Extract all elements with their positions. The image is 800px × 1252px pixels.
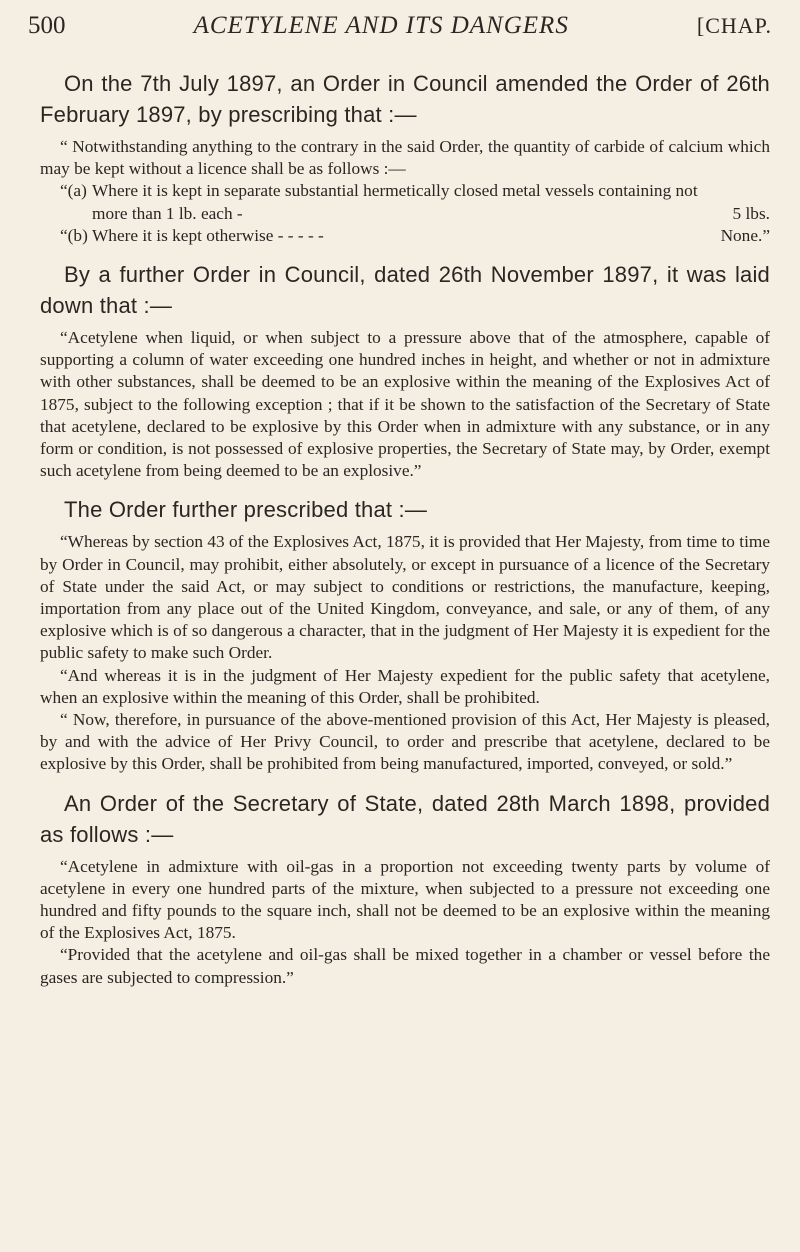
running-header [28,12,772,52]
quote-acetylene-explosive: “Acetylene when liquid, or when subject to a pressure above that of the atmosphere, capable of supporting a column of water exceeding one hundred inches in height, and whether or not in admixture with other substances, shall be deemed to be an explosive within the meaning of the Explosives Act of 1875, subject to the following exception ; that if it be shown to the satisfaction of the Secretary of State that acetylene, declared to be explosive by this Order when in admixture with any substance, or in any form or condition, is not possessed of explosive properties, the Secretary of State may, by Order, exempt such acetylene from being deemed to be an explosive.” [40,328,770,481]
quote-carbide-licence: “ Notwithstanding anything to the contrary in the said Order, the quantity of carbide of calcium which may be kept without a licence shall be as follows :— [40,137,770,179]
quote-now-therefore: “ Now, therefore, in pursuance of the above-mentioned provision of this Act, Her Majesty is pleased, by and with the advice of Her Privy Council, to order and prescribe that acetylene, declared to be explosive by this Order, shall be prohibited from being manufactured, imported, conveyed, or sold.” [40,710,770,774]
quote-provided-mixed: “Provided that the acetylene and oil-gas shall be mixed together in a chamber or vessel before the gases are subjected to compression.” [40,945,770,987]
quote-whereas-section-43: “Whereas by section 43 of the Explosives Act, 1875, it is provided that Her Majesty, from time to time by Order in Council, may prohibit, either absolutely, or except in pursuance of a licence of the Secretary of State under the said Act, or may subject to conditions or restrictions, the manufacture, keeping, importation from any place out of the United Kingdom, conveyance, and sale, or any of them, of any explosive which is of so dangerous a character, that in the judgment of Her Majesty it is expedient for the public safety to make such Order. [40,532,770,663]
item-a-text: Where it is kept in separate substantial hermetically closed metal vessels containing not more than 1 lb. each - [92,181,698,223]
quote-oil-gas-admixture: “Acetylene in admixture with oil-gas in a proportion not exceeding twenty parts by volume of acetylene in every one hundred parts of the mixture, when subjected to a pressure not exceeding one hundred and fifty pounds to the square inch, shall not be deemed to be an explosive within the meaning of the Explosives Act, 1875. [40,856,770,943]
list-item-a [60,180,770,224]
paragraph-order-further: The Order further prescribed that :— [64,497,428,523]
chapter-marker: [CHAP. [696,13,772,38]
item-a-label: “(a) [60,181,87,201]
quote-and-whereas: “And whereas it is in the judgment of Her Majesty expedient for the public safety that acetylene, when an explosive within the meaning of this Order, shall be prohibited. [40,665,770,707]
item-a-value: 5 lbs. [732,203,770,223]
item-b-value: None.” [720,225,770,245]
page-body [40,68,770,989]
item-b-text: Where it is kept otherwise - - - - - [92,225,324,245]
paragraph-order-july-1897: On the 7th July 1897, an Order in Council amended the Order of 26th February 1897, by prescribing that :— [40,71,770,127]
page-number: 500 [28,12,66,39]
running-title: ACETYLENE AND ITS DANGERS [193,12,569,39]
item-b-label: “(b) [60,225,88,245]
list-item-b [60,225,770,247]
paragraph-order-november-1897: By a further Order in Council, dated 26th November 1897, it was laid down that :— [40,262,770,319]
paragraph-order-march-1898: An Order of the Secretary of State, dated 28th March 1898, provided as follows :— [40,790,770,847]
